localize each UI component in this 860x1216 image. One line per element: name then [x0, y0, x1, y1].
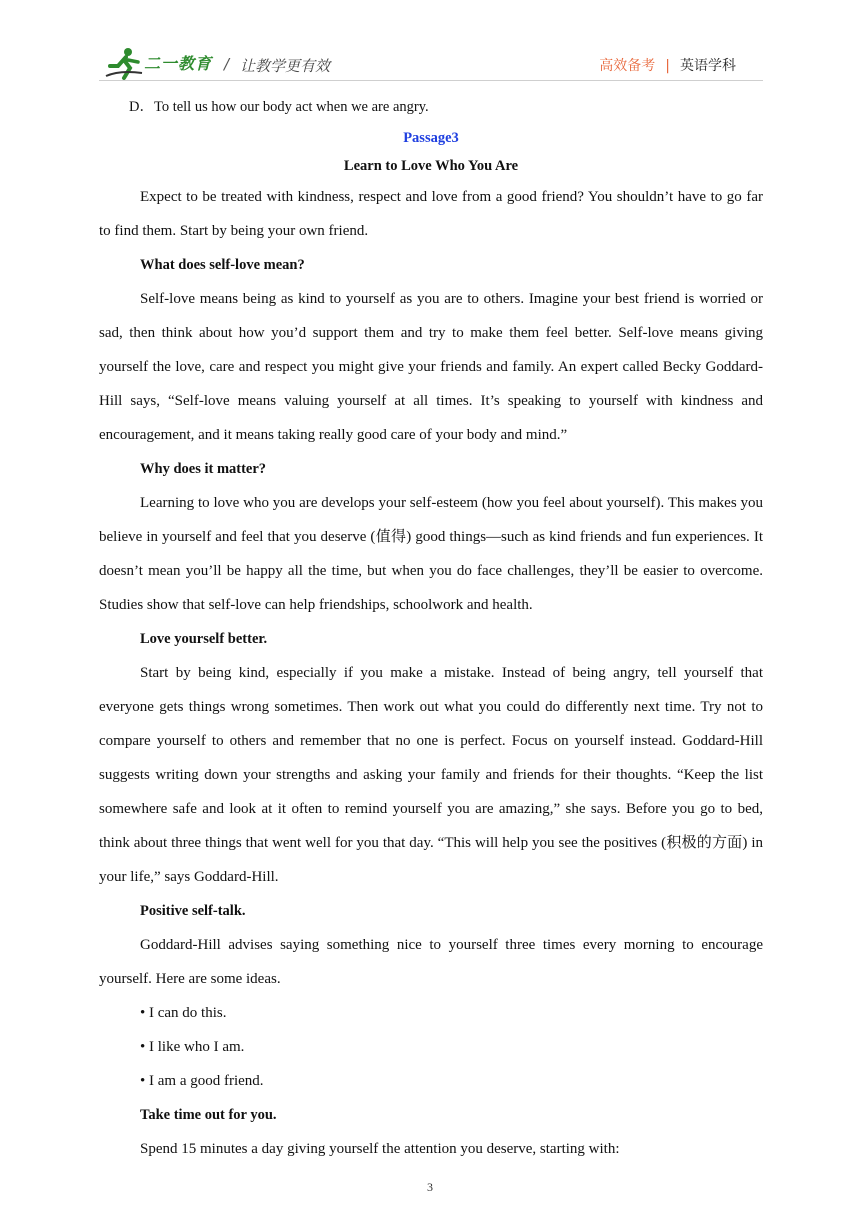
passage-label: Passage3	[403, 130, 459, 146]
paragraph: Learning to love who you are develops your self-esteem (how you feel about yourself). This makes you believe in yourself and feel that you deserve (值得) good things—such as kind friends and fun experiences. It doesn’t mean you’ll be happy all the time, but when you do face challenges, they’ll be easier to overcome. Studies show that self-love can help friendships, schoolwork and health.	[99, 495, 763, 613]
page-number: 3	[427, 1180, 433, 1194]
section-heading: Love yourself better.	[140, 631, 268, 647]
slogan-separator: /	[224, 55, 230, 73]
article-title: Learn to Love Who You Are	[343, 158, 519, 174]
bullet-item: • I like who I am.	[140, 1039, 245, 1055]
header-divider: |	[665, 58, 670, 74]
header-right	[599, 55, 736, 75]
section-heading: Why does it matter?	[140, 461, 267, 477]
bullet-item: • I am a good friend.	[140, 1073, 264, 1089]
intro-paragraph: Expect to be treated with kindness, respect and love from a good friend? You shouldn’t have to go far to find them. Start by being your own friend.	[99, 189, 763, 239]
section-heading: Take time out for you.	[140, 1107, 277, 1123]
paragraph: Goddard-Hill advises saying something nice to yourself three times every morning to encourage yourself. Here are some ideas.	[99, 937, 763, 987]
runner-logo-icon	[104, 46, 144, 82]
answer-option-d: D．To tell us how our body act when we are angry.	[129, 99, 429, 115]
paragraph: Start by being kind, especially if you make a mistake. Instead of being angry, tell yourself that everyone gets things wrong sometimes. Then work out what you could do differently next time. Try not to compare yourself to others and remember that no one is perfect. Focus on yourself instead. Goddard-Hill suggests writing down your strengths and asking your family and friends for their thoughts. “Keep the list somewhere safe and look at it often to remind yourself you are amazing,” she says. Before you go to bed, think about three things that went well for you that day. “This will help you see the positives (积极的方面) in your life,” says Goddard-Hill.	[99, 665, 763, 885]
section-heading: Positive self-talk.	[140, 903, 246, 919]
slogan: 让教学更有效	[240, 57, 331, 75]
header-rule	[99, 80, 763, 81]
document-body	[99, 90, 763, 1166]
subject-label: 英语学科	[680, 58, 736, 74]
page-header	[0, 0, 860, 92]
brand-name: 二一教育	[144, 54, 213, 73]
paragraph: Self-love means being as kind to yourself as you are to others. Imagine your best friend is worried or sad, then think about how you’d support them and try to make them feel better. Self-love means giving yourself the love, care and respect you might give your friends and family. An expert called Becky Goddard-Hill says, “Self-love means valuing yourself at all times. It’s speaking to yourself with kindness and encouragement, and it means taking really good care of your body and mind.”	[99, 291, 763, 443]
section-heading: What does self-love mean?	[140, 257, 305, 273]
brand-logo	[104, 46, 216, 82]
bullet-item: • I can do this.	[140, 1005, 227, 1021]
paragraph: Spend 15 minutes a day giving yourself the attention you deserve, starting with:	[140, 1141, 620, 1157]
exam-label: 高效备考	[599, 58, 656, 74]
